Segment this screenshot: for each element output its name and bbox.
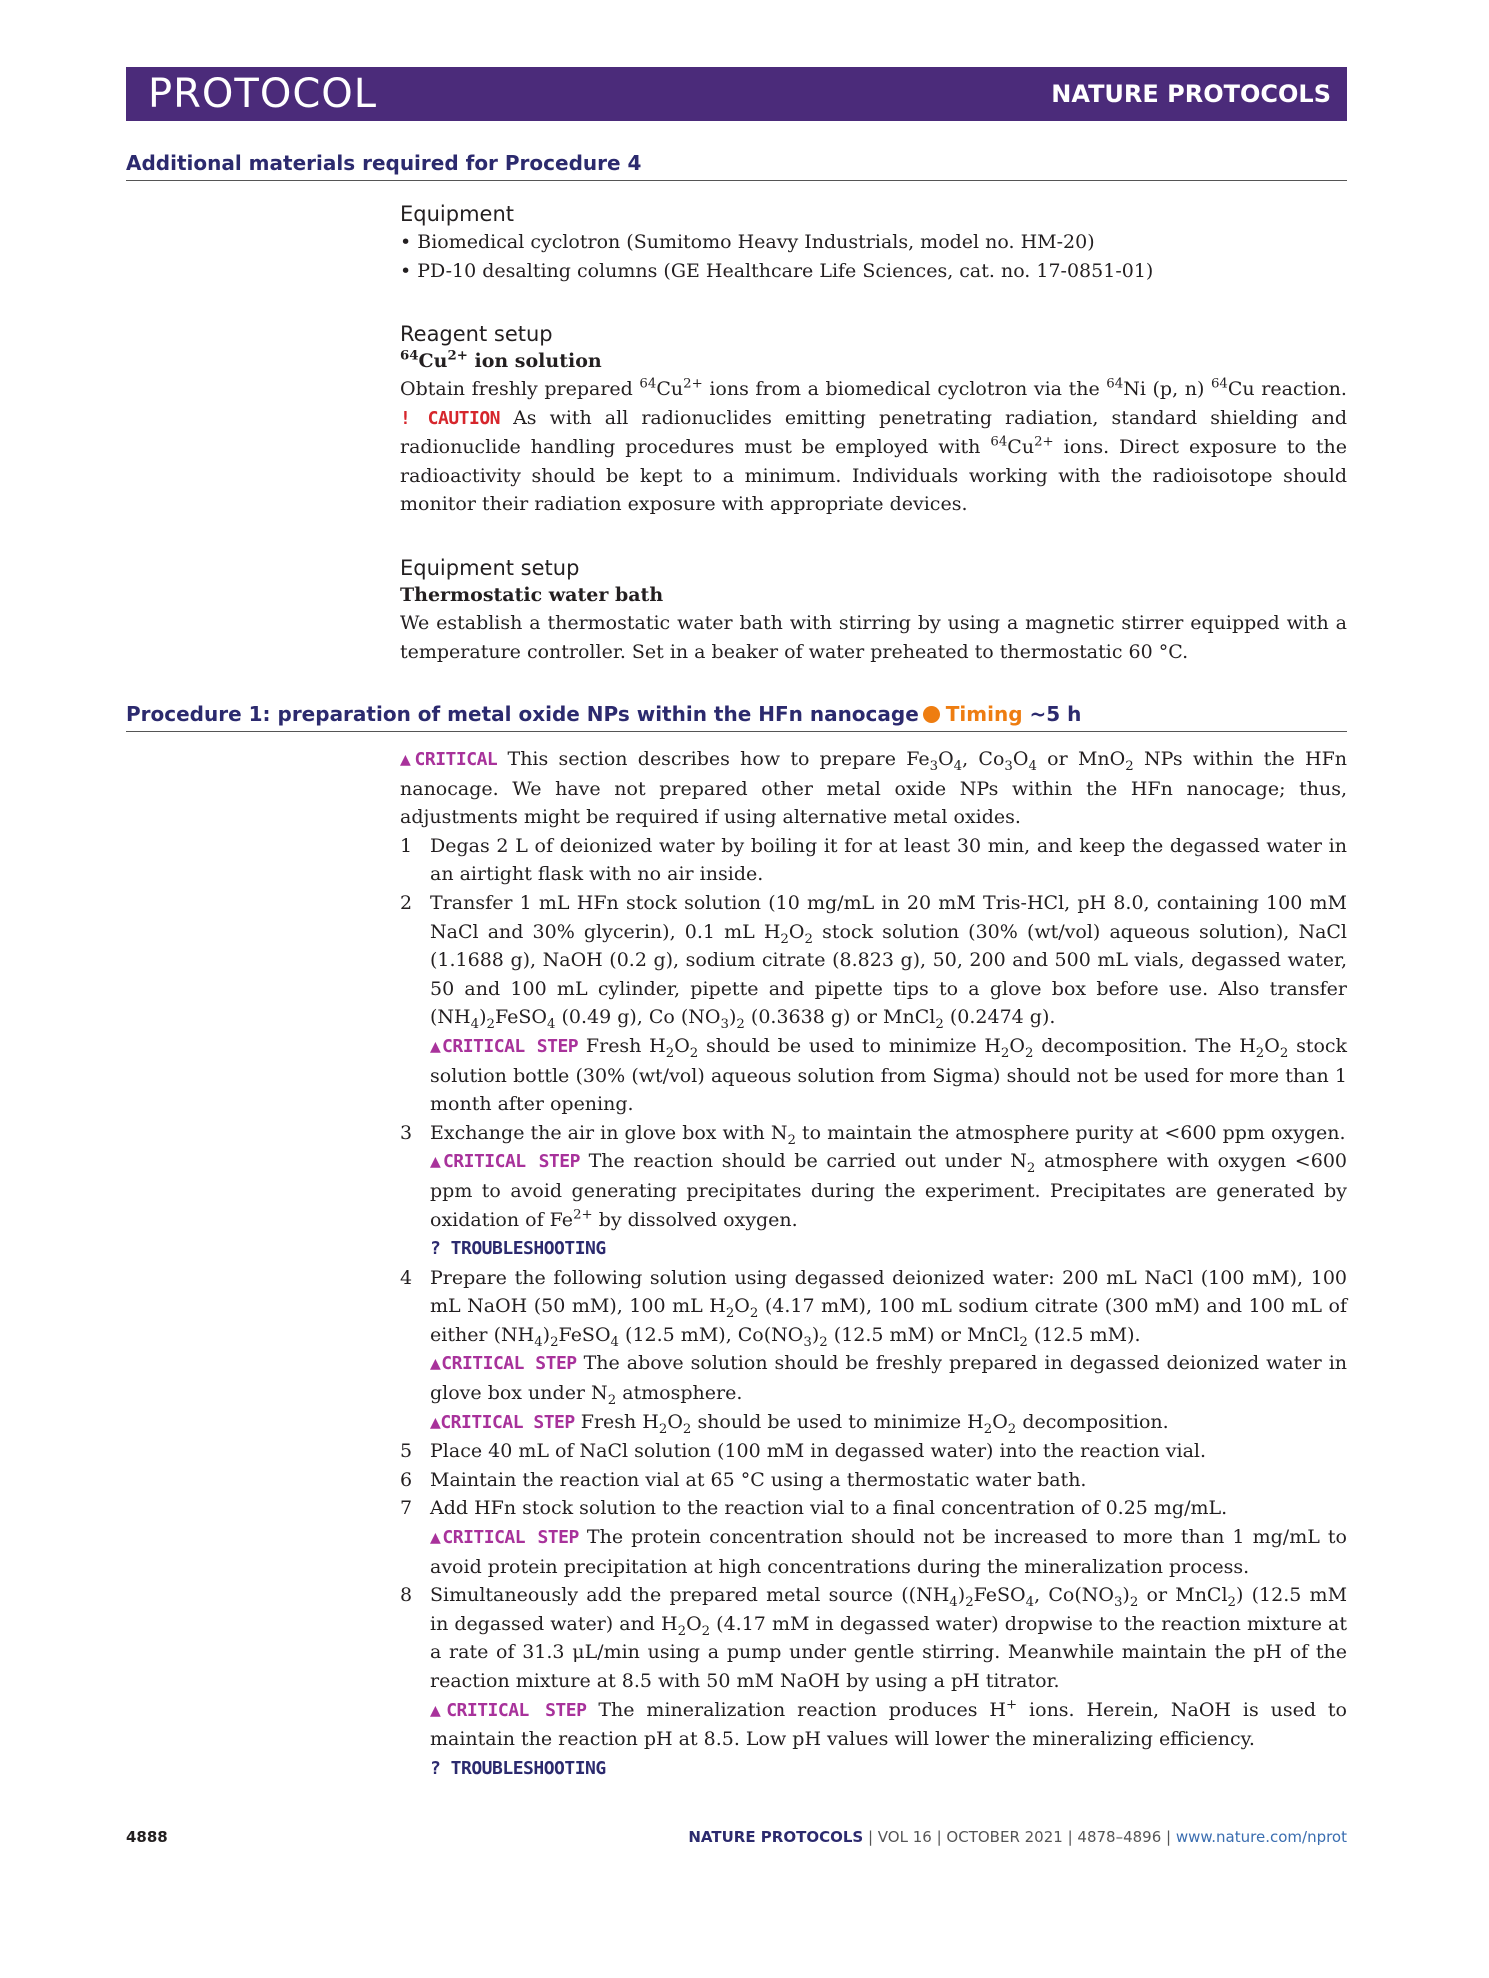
reagent-subheading: $^{64}Cu^{2+}$ ion solution: [400, 348, 602, 372]
equipment-setup-subheading: Thermostatic water bath: [400, 584, 664, 606]
step-8: 8 Simultaneously add the prepared metal source ($(NH_4)_2FeSO_4$, $Co(NO_3)_2$ or MnCl$_2$) (12.5 mM in degassed water) and $H_2O_2$ (4.17 mM in degassed water) dropwise to the reaction mixture at a rate of 31.3 μL/min using a pump under gentle stirring. Meanwhile maintain the pH of the reaction mixture at 8.5 with 50 mM NaOH by using a pH titrator. ▲CRITICAL STEP The mineralization reaction produces H+ ions. Herein, NaOH is used to maintain the reaction pH at 8.5. Low pH values will lower the mineralizing efficiency. ? TROUBLESHOOTING: [400, 1584, 1348, 1779]
procedure1-body: [400, 745, 1347, 1783]
critical-intro: ▲CRITICAL This section describes how to prepare $Fe_3O_4$, $Co_3O_4$ or MnO$_2$ NPs within the HFn nanocage. We have not prepared other metal oxide NPs within the HFn nanocage; thus, adjustments might be required if using alternative metal oxides.: [400, 748, 1347, 829]
reagent-paragraph: Obtain freshly prepared $^{64}Cu^{2+}$ ions from a biomedical cyclotron via the $^{64}$Ni (p, n) $^{64}$Cu reaction. ! CAUTION As with all radionuclides emitting penetrating radiation, standard shielding and radionuclide handling procedures must be employed with $^{64}Cu^{2+}$ ions. Direct exposure to the radioactivity should be kept to a minimum. Individuals working with the radioisotope should monitor their radiation exposure with appropriate devices.: [400, 376, 1348, 516]
reagent-setup-heading: Reagent setup: [400, 322, 553, 346]
critical-step-note: ▲CRITICAL STEP Fresh $H_2O_2$ should be used to minimize $H_2O_2$ decomposition. The $H_2O_2$ stock solution bottle (30% (wt/vol) aqueous solution from Sigma) should not be used for more than 1 month after opening.: [430, 1034, 1348, 1116]
critical-step-note: ▲CRITICAL STEP The mineralization reaction produces H+ ions. Herein, NaOH is used to maintain the reaction pH at 8.5. Low pH values will lower the mineralizing efficiency.: [430, 1697, 1347, 1751]
critical-step-label: ▲CRITICAL STEP: [430, 1035, 579, 1057]
critical-step-note: ▲CRITICAL STEP The protein concentration should not be increased to more than 1 mg/mL to avoid protein precipitation at high concentrations during the mineralization process.: [430, 1526, 1347, 1578]
equipment-setup-paragraph: We establish a thermostatic water bath with stirring by using a magnetic stirrer equipped with a temperature controller. Set in a beaker of water preheated to thermostatic 60 °C.: [400, 612, 1347, 663]
citation: NATURE PROTOCOLS | VOL 16 | OCTOBER 2021 | 4878–4896 | www.nature.com/nprot: [688, 1828, 1347, 1846]
timing-icon: [923, 706, 940, 723]
page-number: 4888: [126, 1828, 168, 1846]
equipment-list: [400, 228, 1347, 285]
journal-label: NATURE PROTOCOLS: [1051, 80, 1331, 108]
caution-label: ! CAUTION: [400, 407, 501, 429]
troubleshooting-label[interactable]: ? TROUBLESHOOTING: [430, 1238, 606, 1260]
critical-step-label: ▲CRITICAL STEP: [430, 1411, 575, 1433]
step-2: 2 Transfer 1 mL HFn stock solution (10 mg/mL in 20 mM Tris-HCl, pH 8.0, containing 100 mM NaCl and 30% glycerin), 0.1 mL $H_2O_2$ stock solution (30% (wt/vol) aqueous solution), NaCl (1.1688 g), NaOH (0.2 g), sodium citrate (8.823 g), 50, 200 and 500 mL vials, degassed water, 50 and 100 mL cylinder, pipette and pipette tips to a glove box before use. Also transfer $(NH_4)_2FeSO_4$ (0.49 g), Co $(NO_3)_2$ (0.3638 g) or MnCl$_2$ (0.2474 g). ▲CRITICAL STEP Fresh $H_2O_2$ should be used to minimize $H_2O_2$ decomposition. The $H_2O_2$ stock solution bottle (30% (wt/vol) aqueous solution from Sigma) should not be used for more than 1 month after opening.: [400, 889, 1347, 1119]
section-heading-procedure1: Procedure 1: preparation of metal oxide NPs within the HFn nanocage Timing ~5 h: [126, 701, 1347, 732]
timing-value: ~5 h: [1029, 702, 1082, 726]
critical-label: ▲CRITICAL: [400, 749, 498, 770]
equipment-setup-heading: Equipment setup: [400, 556, 580, 580]
step-5: 5 Place 40 mL of NaCl solution (100 mM in degassed water) into the reaction vial.: [400, 1440, 1207, 1463]
step-3: 3 Exchange the air in glove box with $N_2$ to maintain the atmosphere purity at <600 ppm oxygen. ▲CRITICAL STEP The reaction should be carried out under $N_2$ atmosphere with oxygen <600 ppm to avoid generating precipitates during the experiment. Precipitates are generated by oxidation of $Fe^{2+}$ by dissolved oxygen. ? TROUBLESHOOTING: [400, 1121, 1347, 1260]
critical-step-label: ▲CRITICAL STEP: [430, 1353, 577, 1375]
critical-step-note: ▲CRITICAL STEP The reaction should be carried out under $N_2$ atmosphere with oxygen <600 ppm to avoid generating precipitates during the experiment. Precipitates are generated by oxidation of $Fe^{2+}$ by dissolved oxygen.: [430, 1150, 1347, 1231]
critical-step-label: ▲CRITICAL STEP: [430, 1699, 587, 1721]
step-6: 6 Maintain the reaction vial at 65 °C using a thermostatic water bath.: [400, 1468, 1087, 1491]
list-item: • PD-10 desalting columns (GE Healthcare Life Sciences, cat. no. 17-0851-01): [400, 257, 1347, 286]
critical-step-note: ▲CRITICAL STEP Fresh $H_2O_2$ should be used to minimize $H_2O_2$ decomposition.: [430, 1410, 1169, 1437]
equipment-heading: Equipment: [400, 202, 514, 226]
reagent-setup-block: [400, 320, 1347, 519]
timing-label: Timing: [945, 702, 1023, 726]
section-heading-procedure4: Additional materials required for Procedure 4: [126, 150, 1347, 181]
critical-step-label: ▲CRITICAL STEP: [430, 1527, 579, 1549]
step-7: 7 Add HFn stock solution to the reaction vial to a final concentration of 0.25 mg/mL. ▲CRITICAL STEP The protein concentration should not be increased to more than 1 mg/mL to avoid protein precipitation at high concentrations during the mineralization process.: [400, 1494, 1347, 1581]
equipment-block: [400, 200, 1347, 285]
journal-url[interactable]: www.nature.com/nprot: [1175, 1828, 1347, 1846]
list-item: • Biomedical cyclotron (Sumitomo Heavy Industrials, model no. HM-20): [400, 228, 1347, 257]
header-banner: [126, 67, 1347, 121]
page-footer: [126, 1828, 1347, 1848]
troubleshooting-label[interactable]: ? TROUBLESHOOTING: [430, 1757, 606, 1779]
equipment-setup-block: [400, 554, 1347, 666]
step-4: 4 Prepare the following solution using degassed deionized water: 200 mL NaCl (100 mM), 100 mL NaOH (50 mM), 100 mL $H_2O_2$ (4.17 mM), 100 mL sodium citrate (300 mM) and 100 mL of either $(NH_4)_2FeSO_4$ (12.5 mM), $Co(NO_3)_2$ (12.5 mM) or MnCl$_2$ (12.5 mM). ▲CRITICAL STEP The above solution should be freshly prepared in degassed deionized water in glove box under $N_2$ atmosphere. ▲CRITICAL STEP Fresh $H_2O_2$ should be used to minimize $H_2O_2$ decomposition.: [400, 1266, 1348, 1437]
critical-step-note: ▲CRITICAL STEP The above solution should be freshly prepared in degassed deionized water in glove box under $N_2$ atmosphere.: [430, 1352, 1348, 1408]
step-1: 1 Degas 2 L of deionized water by boiling it for at least 30 min, and keep the degassed water in an airtight flask with no air inside.: [400, 834, 1347, 886]
protocol-label: PROTOCOL: [148, 71, 378, 117]
procedure-steps: [400, 832, 1347, 1784]
critical-step-label: ▲CRITICAL STEP: [430, 1151, 580, 1173]
